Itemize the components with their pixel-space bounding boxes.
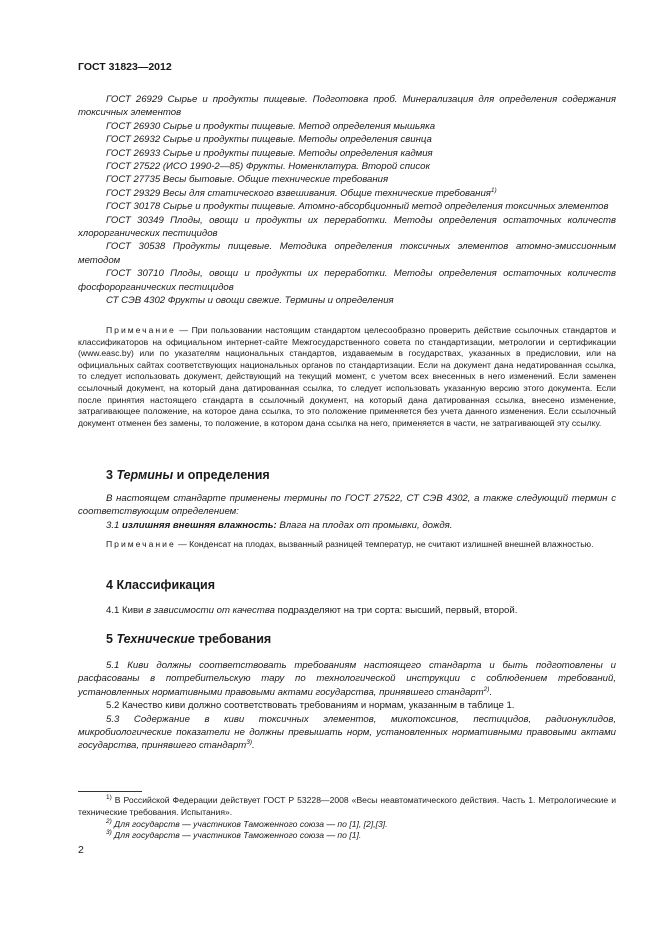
clause-5-2: 5.2 Качество киви должно соответствовать требованиям и нормам, указанным в таблице 1. — [106, 700, 515, 712]
reference-item: ГОСТ 30538 Продукты пищевые. Методика определения токсичных элементов атомно-эмиссионным методом — [78, 241, 616, 266]
reference-item: ГОСТ 26930 Сырье и продукты пищевые. Метод определения мышьяка — [106, 120, 436, 132]
reference-item: СТ СЭВ 4302 Фрукты и овощи свежие. Термины и определения — [106, 295, 394, 307]
section-4-body — [78, 604, 616, 617]
note-text: — При пользовании настоящим стандартом целесообразно проверить действие ссылочных стандартов и классификаторов на официальном интернет-сайте Межгосударственного совета по стандартизации, метрологии и сертификации (www.easc.by) или по указателям национальных стандартов, издаваемым в государствах, указанных в предисловии, или на официальных сайтах соответствующих национальных органов по стандартизации. Если на документ дана недатированная ссылка, то следует использовать документ, действующий на текущий момент, с учетом всех внесенных в него изменений. Если заменен ссылочный документ, на который дана датированная ссылка, то следует использовать указанную версию этого документа. Если после принятия настоящего стандарта в ссылочный документ, на который дана датированная ссылка, внесено изменение, затрагивающее положение, на которое дана ссылка, то это положение применяется без учета данного изменения. Если ссылочный документ отменен без замены, то положение, в котором дана ссылка на него, применяется в части, не затрагивающей эту ссылку. — [78, 325, 616, 428]
clause-4-1: 4.1 Киви в зависимости от качества подразделяют на три сорта: высший, первый, второй. — [106, 605, 518, 616]
reference-item: ГОСТ 27522 (ИСО 1990-2—85) Фрукты. Номенклатура. Второй список — [106, 161, 430, 173]
term-name: излишняя внешняя влажность: — [122, 519, 277, 531]
normative-references-list — [78, 93, 616, 308]
footnote-separator — [78, 791, 142, 792]
reference-item: ГОСТ 26932 Сырье и продукты пищевые. Методы определения свинца — [106, 134, 432, 146]
section-5-heading: 5 Технические требования — [106, 632, 272, 646]
term-definition: 3.1 излишняя внешняя влажность: Влага на плодах от промывки, дождя. — [106, 519, 453, 531]
page-header-standard-id: ГОСТ 31823—2012 — [78, 61, 172, 73]
reference-item: ГОСТ 26933 Сырье и продукты пищевые. Методы определения кадмия — [106, 147, 433, 159]
note-label: Примечание — [106, 539, 176, 549]
footnote-mark: 3) — [246, 739, 252, 747]
footnote-mark: 1) — [490, 186, 497, 194]
section-3-body — [78, 492, 616, 532]
footnote-item: $^{3)}$ Для государств — участников Таможенного союза — по [1]. — [106, 829, 362, 841]
references-note — [78, 325, 616, 429]
note-text: — Конденсат на плодах, вызванный разницей температур, не считают излишней внешней влажностью. — [175, 539, 594, 549]
reference-item: ГОСТ 30178 Сырье и продукты пищевые. Атомно-абсорбционный метод определения токсичных элементов — [106, 201, 609, 213]
clause-5-3: 5.3 Содержание в киви токсичных элементов, микотоксинов, пестицидов, радионуклидов, микробиологические показатели не должны превышать норм, установленных нормативными правовыми актами государства, принявшего стандарт$^{3)}$. — [78, 713, 616, 752]
reference-item: ГОСТ 30710 Плоды, овощи и продукты их переработки. Методы определения остаточных количеств фосфорорганических пестицидов — [78, 268, 616, 293]
reference-item: ГОСТ 30349 Плоды, овощи и продукты их переработки. Методы определения остаточных количеств хлорорганических пестицидов — [78, 214, 616, 240]
section-5-body — [78, 659, 616, 753]
clause-5-1: 5.1 Киви должны соответствовать требованиям настоящего стандарта и быть подготовлены и расфасованы в потребительскую тару по технологической инструкции с соблюдением требований, установленных нормативными правовыми актами государства, принявшего стандарт$^{2)}$. — [78, 660, 616, 698]
note-label: Примечание — [106, 325, 176, 335]
footnote-item: $^{1)}$ В Российской Федерации действует ГОСТ Р 53228—2008 «Весы неавтоматического действия. Часть 1. Метрологические и технические требования. Испытания». — [78, 794, 616, 817]
section-3-intro: В настоящем стандарте применены термины по ГОСТ 27522, СТ СЭВ 4302, а также следующий термин с соответствующим определением: — [78, 493, 616, 518]
footnote-item: $^{2)}$ Для государств — участников Таможенного союза — по [1], [2],[3]. — [106, 817, 388, 829]
section-4-heading: 4 Классификация — [106, 578, 216, 592]
term-note — [78, 539, 616, 551]
footnotes — [78, 795, 616, 842]
section-3-heading: 3 Термины и определения — [106, 468, 270, 482]
reference-item: ГОСТ 26929 Сырье и продукты пищевые. Подготовка проб. Минерализация для определения содержания токсичных элементов — [78, 94, 616, 119]
footnote-mark: 2) — [483, 685, 490, 693]
reference-item: ГОСТ 27735 Весы бытовые. Общие технические требования — [106, 174, 389, 186]
page-number: 2 — [78, 844, 84, 856]
reference-item: ГОСТ 29329 Весы для статического взвешивания. Общие технические требования$^{1)}$ — [106, 186, 497, 199]
